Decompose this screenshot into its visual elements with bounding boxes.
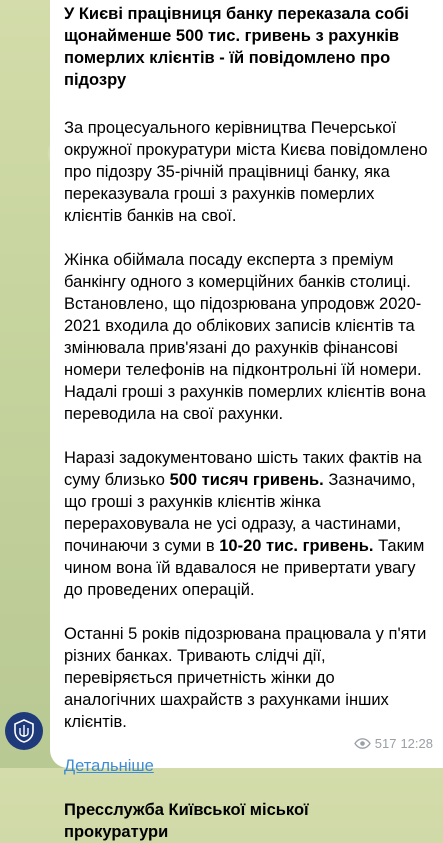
p3-text-a: Наразі задокументовано шість таких фактів на суму близько [64,449,422,489]
details-link[interactable]: Детальніше [64,757,154,775]
message-headline: У Києві працівниця банку переказала собі щонайменше 500 тис. гривень з рахунків померлих клієнтів - їй повідомлено про підозру [64,5,409,89]
channel-avatar[interactable] [5,712,43,750]
message-signature: Пресслужба Київської міської прокуратури [64,801,309,841]
message-paragraph-1: За процесуального керівництва Печерської окружної прокуратури міста Києва повідомлено про підозру 35-річній працівниці банку, яка переказувала гроші з рахунків померлих клієнтів банків на свої. [64,119,428,225]
message-paragraph-2: Жінка обіймала посаду експерта з преміум банкінгу одного з комерційних банків столиці. Встановлено, що підозрювана упродовж 2020-2021 входила до облікових записів клієнтів та змінювала прив'язані до рахунків фінансові номери телефонів на підконтрольні їй номери. Надалі гроші з рахунків померлих клієнтів вона переводила на свої рахунки. [64,251,426,423]
prosecutor-emblem-icon [11,718,37,744]
message-paragraph-3 [64,447,429,601]
message-paragraph-4: Останні 5 років підозрювана працювала у п'яти різних банках. Тривають слідчі дії, перевіряється причетність жінки до аналогічних шахрайств з рахунками інших клієнтів. [64,625,427,731]
p3-text-e: Таким чином вона їй вдавалося не привертати увагу до проведених операцій. [64,537,425,599]
view-count: 517 [374,736,397,751]
message-meta [354,736,433,751]
message-time: 12:28 [400,736,433,751]
p3-amount-total: 500 тисяч гривень. [169,471,324,489]
p3-text-c: Зазначимо, що гроші з рахунків клієнтів жінка перераховувала не усі одразу, а частинами, починаючи з суми в [64,471,416,555]
message-bubble [50,0,443,841]
eye-icon [354,738,371,749]
p3-amount-range: 10-20 тис. гривень. [219,537,374,555]
